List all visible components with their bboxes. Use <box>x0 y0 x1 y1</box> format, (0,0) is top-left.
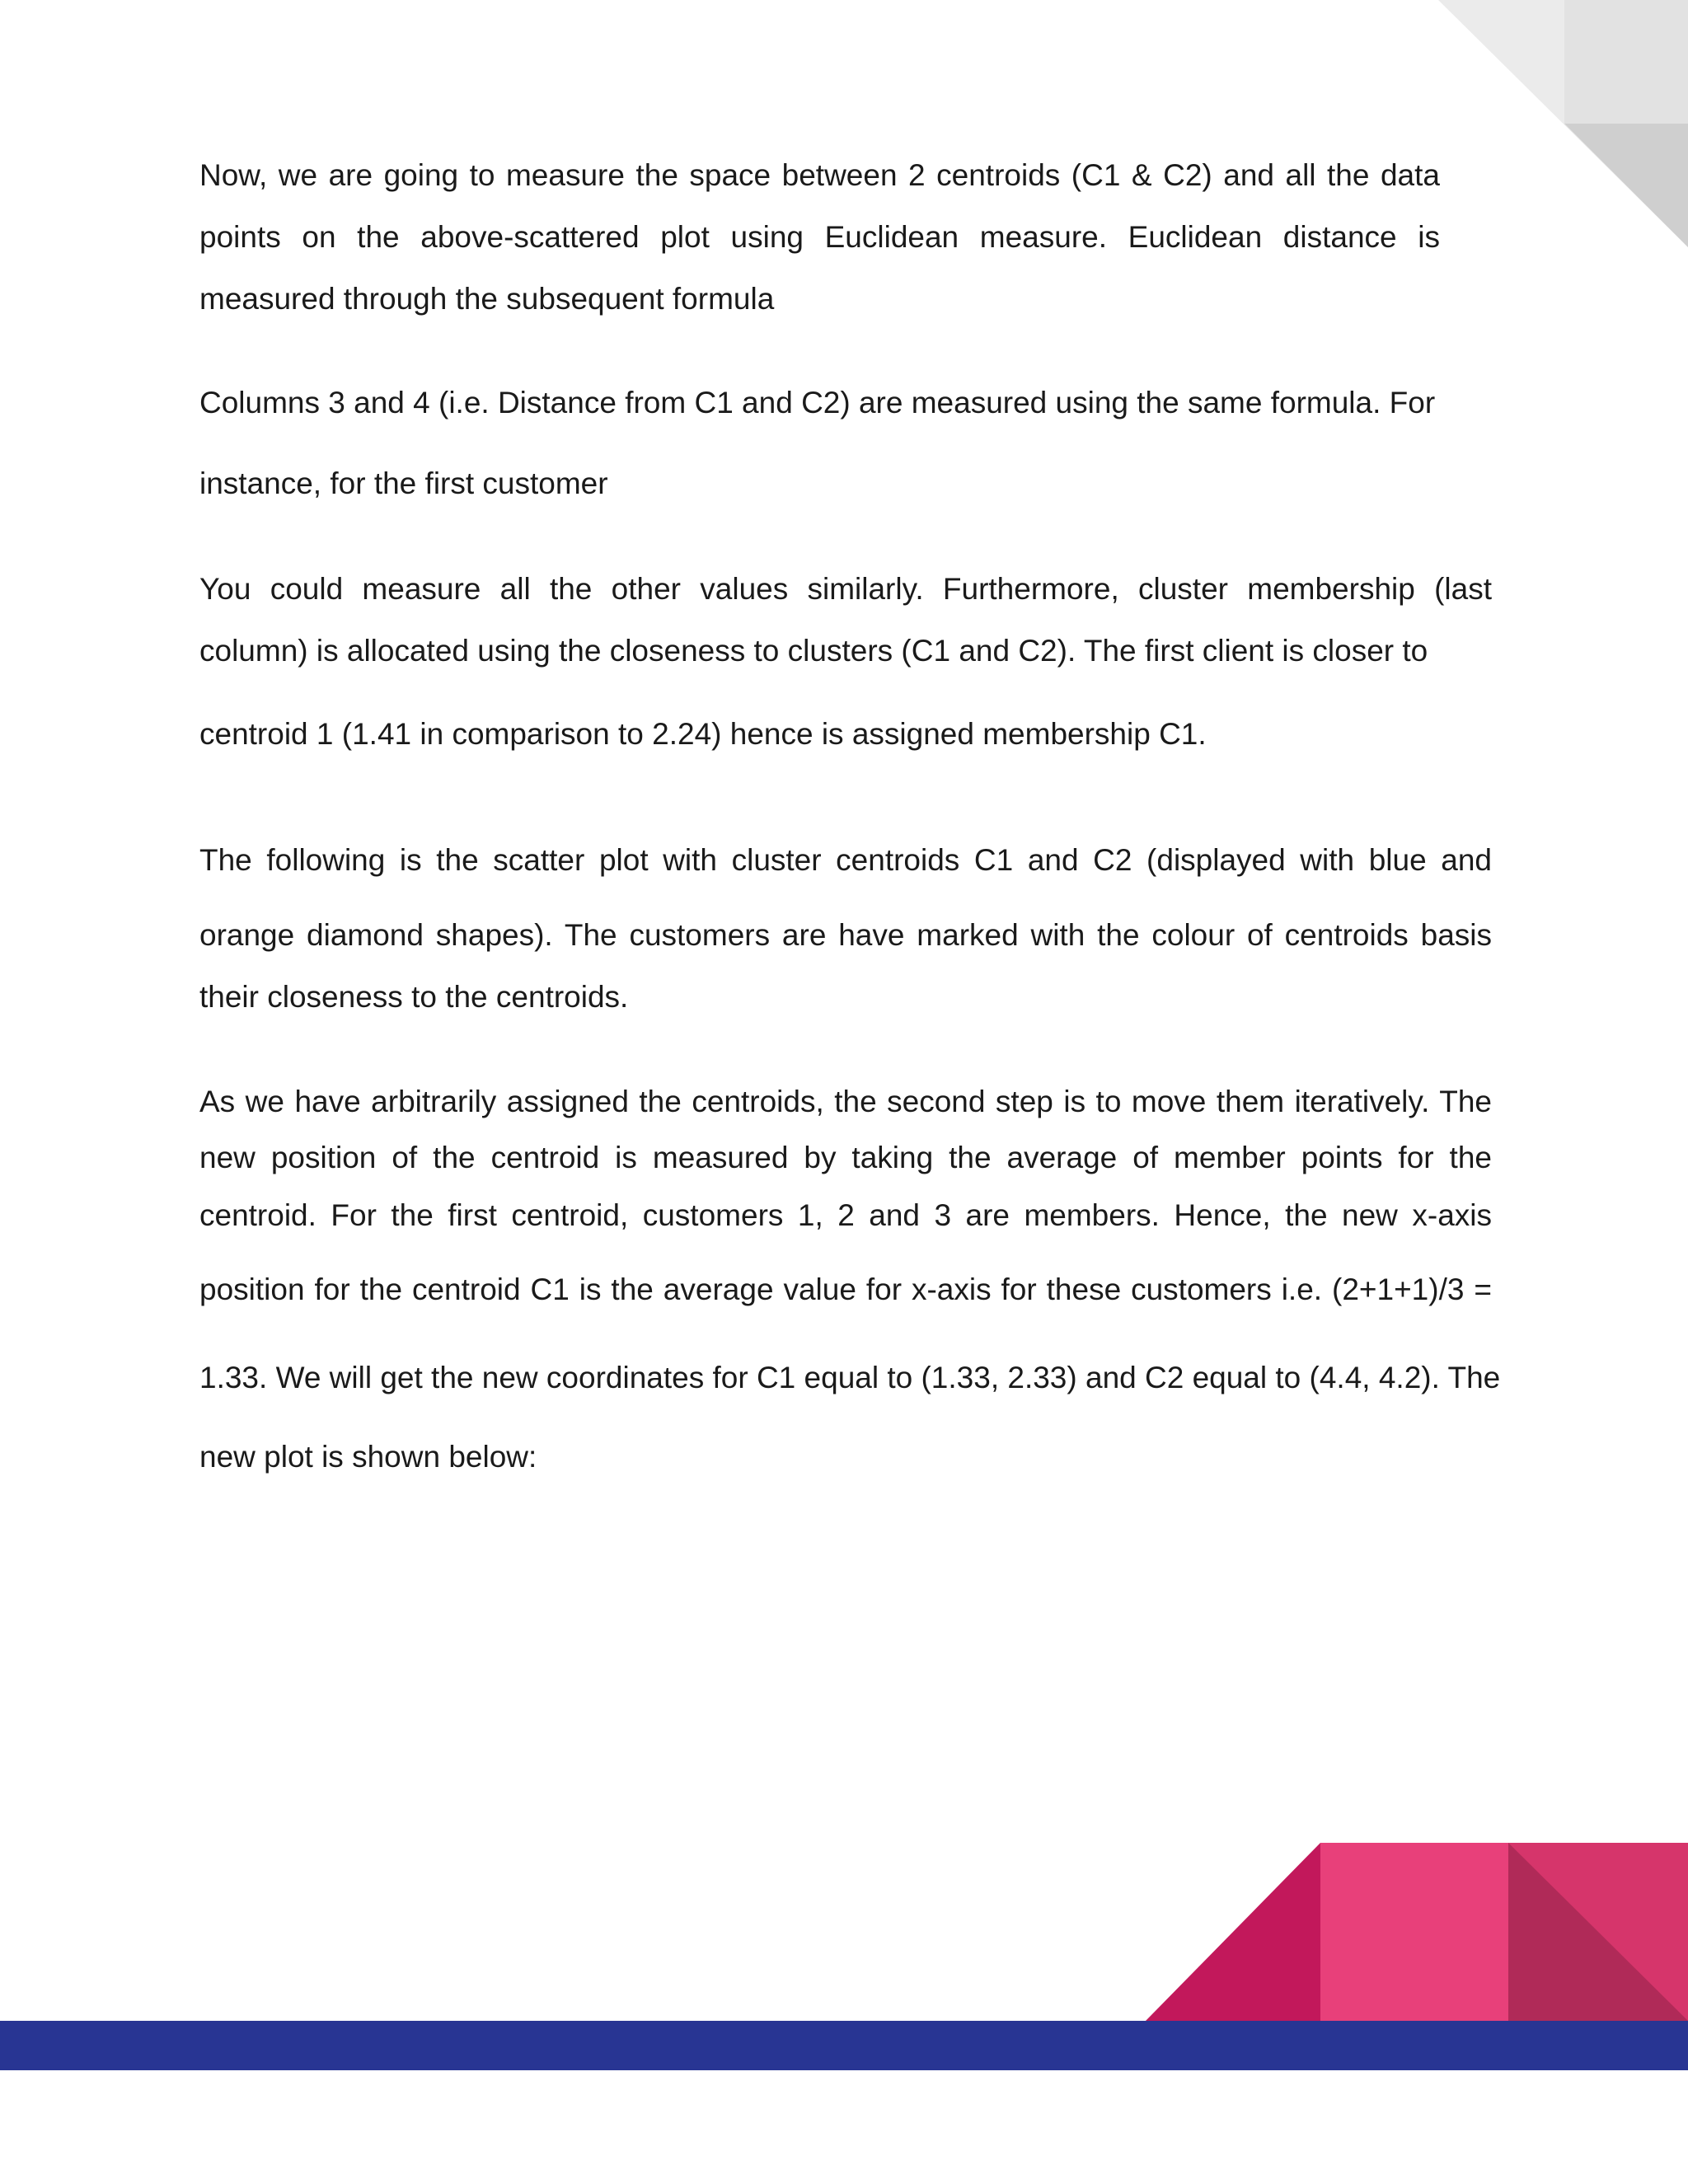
paragraph-5-line-1: As we have arbitrarily assigned the centroids, the second step is to move them iteratively. The <box>199 1085 1492 1118</box>
corner-shape-top-block <box>1564 0 1688 124</box>
paragraph-4-line-2: orange diamond shapes). The customers are have marked with the colour of centroids basis <box>199 918 1492 952</box>
paragraph-1-line-2: points on the above-scattered plot using Euclidean measure. Euclidean distance is <box>199 220 1440 254</box>
paragraph-1-line-3: measured through the subsequent formula <box>199 282 775 316</box>
paragraph-5-line-4: position for the centroid C1 is the average value for x-axis for these customers i.e. (2+1+1)/3 = <box>199 1272 1492 1306</box>
corner-shape-top-dark <box>1564 124 1688 247</box>
paragraph-4-line-3: their closeness to the centroids. <box>199 980 629 1014</box>
paragraph-3-line-2: column) is allocated using the closeness to clusters (C1 and C2). The first client is closer to <box>199 634 1428 668</box>
paragraph-3-line-1: You could measure all the other values similarly. Furthermore, cluster membership (last <box>199 572 1492 606</box>
corner-shape-bottom-dark-pink <box>1146 1843 1320 2021</box>
paragraph-2-line-1: Columns 3 and 4 (i.e. Distance from C1 and C2) are measured using the same formula. For <box>199 386 1436 419</box>
paragraph-3-line-3: centroid 1 (1.41 in comparison to 2.24) hence is assigned membership C1. <box>199 717 1207 751</box>
paragraph-5-line-6: new plot is shown below: <box>199 1440 537 1474</box>
corner-shape-bottom-pink <box>1320 1843 1508 2021</box>
paragraph-2-line-2: instance, for the first customer <box>199 466 608 500</box>
footer-band <box>0 2021 1688 2070</box>
paragraph-5-line-5: 1.33. We will get the new coordinates for C1 equal to (1.33, 2.33) and C2 equal to (4.4, 4.2). The <box>199 1361 1501 1394</box>
paragraph-5-line-3: centroid. For the first centroid, customers 1, 2 and 3 are members. Hence, the new x-axis <box>199 1198 1492 1232</box>
paragraph-1-line-1: Now, we are going to measure the space between 2 centroids (C1 & C2) and all the data <box>199 158 1440 192</box>
paragraph-5-line-2: new position of the centroid is measured by taking the average of member points for the <box>199 1141 1492 1174</box>
paragraph-4-line-1: The following is the scatter plot with cluster centroids C1 and C2 (displayed with blue and <box>199 843 1492 877</box>
